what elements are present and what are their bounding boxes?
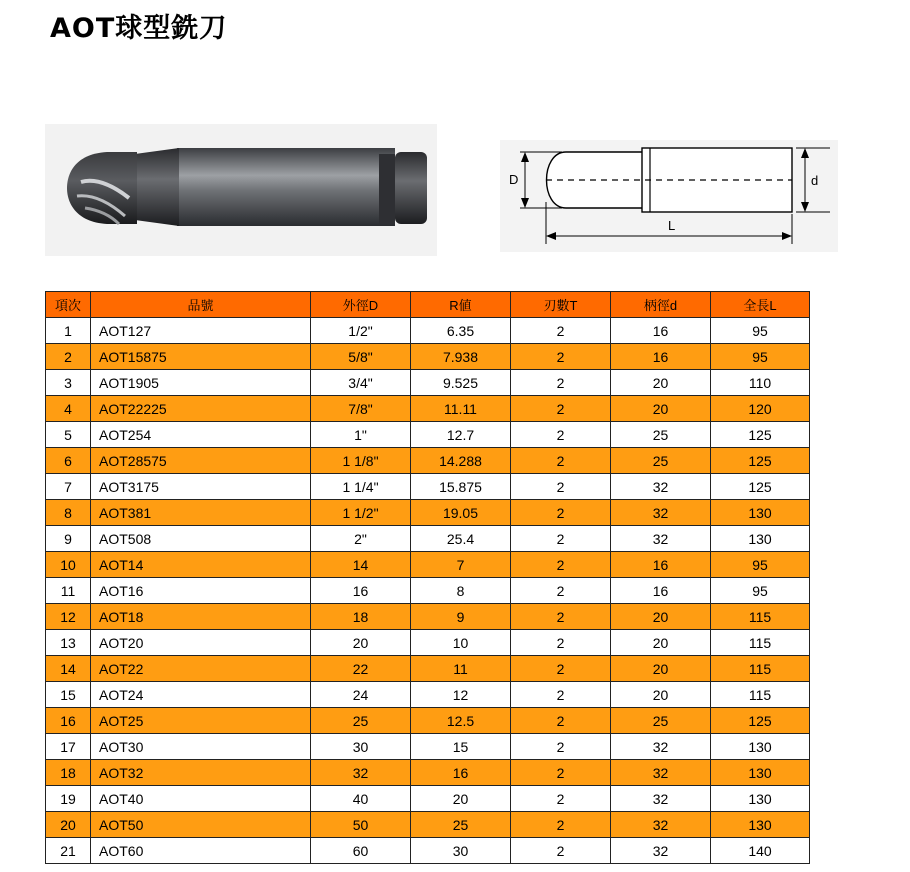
outer-diameter-cell: 5/8": [311, 344, 411, 370]
item-no-cell: 15: [46, 682, 91, 708]
outer-diameter-cell: 30: [311, 734, 411, 760]
part-no-cell: AOT20: [91, 630, 311, 656]
overall-length-cell: 125: [711, 708, 810, 734]
part-no-cell: AOT28575: [91, 448, 311, 474]
radius-cell: 11.11: [411, 396, 511, 422]
table-row: [46, 344, 810, 370]
outer-diameter-cell: 25: [311, 708, 411, 734]
outer-diameter-cell: 16: [311, 578, 411, 604]
shank-diameter-cell: 25: [611, 448, 711, 474]
flutes-cell: 2: [511, 682, 611, 708]
overall-length-cell: 115: [711, 604, 810, 630]
overall-length-cell: 125: [711, 448, 810, 474]
product-photo: [45, 124, 437, 256]
outer-diameter-cell: 7/8": [311, 396, 411, 422]
item-no-cell: 4: [46, 396, 91, 422]
table-row: [46, 318, 810, 344]
radius-cell: 30: [411, 838, 511, 864]
shank-diameter-cell: 32: [611, 812, 711, 838]
radius-cell: 10: [411, 630, 511, 656]
overall-length-cell: 115: [711, 682, 810, 708]
table-header-col-flutes: 刃數T: [511, 292, 611, 318]
dimension-diagram: [500, 140, 838, 252]
outer-diameter-cell: 18: [311, 604, 411, 630]
shank-diameter-cell: 16: [611, 552, 711, 578]
shank-diameter-cell: 20: [611, 370, 711, 396]
overall-length-cell: 130: [711, 526, 810, 552]
flutes-cell: 2: [511, 630, 611, 656]
item-no-cell: 19: [46, 786, 91, 812]
part-no-cell: AOT14: [91, 552, 311, 578]
flutes-cell: 2: [511, 552, 611, 578]
overall-length-cell: 110: [711, 370, 810, 396]
item-no-cell: 8: [46, 500, 91, 526]
part-no-cell: AOT508: [91, 526, 311, 552]
table-row: [46, 578, 810, 604]
outer-diameter-cell: 50: [311, 812, 411, 838]
radius-cell: 15: [411, 734, 511, 760]
radius-cell: 7.938: [411, 344, 511, 370]
item-no-cell: 9: [46, 526, 91, 552]
overall-length-cell: 95: [711, 344, 810, 370]
flutes-cell: 2: [511, 604, 611, 630]
shank-diameter-cell: 20: [611, 630, 711, 656]
overall-length-cell: 130: [711, 760, 810, 786]
flutes-cell: 2: [511, 578, 611, 604]
flutes-cell: 2: [511, 734, 611, 760]
overall-length-cell: 120: [711, 396, 810, 422]
flutes-cell: 2: [511, 708, 611, 734]
outer-diameter-cell: 60: [311, 838, 411, 864]
flutes-cell: 2: [511, 526, 611, 552]
outer-diameter-cell: 1 1/4": [311, 474, 411, 500]
radius-cell: 14.288: [411, 448, 511, 474]
flutes-cell: 2: [511, 786, 611, 812]
radius-cell: 8: [411, 578, 511, 604]
item-no-cell: 16: [46, 708, 91, 734]
overall-length-cell: 95: [711, 318, 810, 344]
part-no-cell: AOT22225: [91, 396, 311, 422]
shank-diameter-cell: 32: [611, 474, 711, 500]
flutes-cell: 2: [511, 344, 611, 370]
table-row: [46, 682, 810, 708]
part-no-cell: AOT60: [91, 838, 311, 864]
part-no-cell: AOT30: [91, 734, 311, 760]
flutes-cell: 2: [511, 422, 611, 448]
flutes-cell: 2: [511, 760, 611, 786]
diagram-label-L: L: [668, 218, 676, 233]
table-header-col-shank-diameter: 柄徑d: [611, 292, 711, 318]
table-row: [46, 526, 810, 552]
radius-cell: 6.35: [411, 318, 511, 344]
part-no-cell: AOT22: [91, 656, 311, 682]
part-no-cell: AOT1905: [91, 370, 311, 396]
flutes-cell: 2: [511, 838, 611, 864]
table-row: [46, 474, 810, 500]
overall-length-cell: 130: [711, 812, 810, 838]
table-row: [46, 812, 810, 838]
table-row: [46, 760, 810, 786]
outer-diameter-cell: 1 1/2": [311, 500, 411, 526]
shank-diameter-cell: 32: [611, 500, 711, 526]
item-no-cell: 12: [46, 604, 91, 630]
radius-cell: 20: [411, 786, 511, 812]
part-no-cell: AOT24: [91, 682, 311, 708]
radius-cell: 16: [411, 760, 511, 786]
item-no-cell: 5: [46, 422, 91, 448]
table-row: [46, 552, 810, 578]
overall-length-cell: 115: [711, 630, 810, 656]
radius-cell: 7: [411, 552, 511, 578]
table-row: [46, 708, 810, 734]
item-no-cell: 1: [46, 318, 91, 344]
overall-length-cell: 125: [711, 474, 810, 500]
shank-diameter-cell: 20: [611, 604, 711, 630]
shank-diameter-cell: 32: [611, 734, 711, 760]
table-row: [46, 370, 810, 396]
diagram-label-d: d: [811, 173, 819, 188]
overall-length-cell: 115: [711, 656, 810, 682]
outer-diameter-cell: 1": [311, 422, 411, 448]
overall-length-cell: 130: [711, 734, 810, 760]
shank-diameter-cell: 32: [611, 760, 711, 786]
outer-diameter-cell: 20: [311, 630, 411, 656]
diagram-label-D: D: [509, 172, 519, 187]
radius-cell: 9: [411, 604, 511, 630]
overall-length-cell: 140: [711, 838, 810, 864]
part-no-cell: AOT254: [91, 422, 311, 448]
flutes-cell: 2: [511, 656, 611, 682]
part-no-cell: AOT18: [91, 604, 311, 630]
radius-cell: 25.4: [411, 526, 511, 552]
table-header-col-radius: R値: [411, 292, 511, 318]
radius-cell: 19.05: [411, 500, 511, 526]
radius-cell: 12.7: [411, 422, 511, 448]
outer-diameter-cell: 40: [311, 786, 411, 812]
shank-diameter-cell: 20: [611, 682, 711, 708]
radius-cell: 25: [411, 812, 511, 838]
item-no-cell: 7: [46, 474, 91, 500]
table-row: [46, 656, 810, 682]
overall-length-cell: 130: [711, 500, 810, 526]
outer-diameter-cell: 1/2": [311, 318, 411, 344]
table-header-col-part-no: 品號: [91, 292, 311, 318]
flutes-cell: 2: [511, 500, 611, 526]
shank-diameter-cell: 25: [611, 708, 711, 734]
table-row: [46, 786, 810, 812]
item-no-cell: 10: [46, 552, 91, 578]
table-row: [46, 734, 810, 760]
shank-diameter-cell: 32: [611, 838, 711, 864]
shank-diameter-cell: 16: [611, 318, 711, 344]
overall-length-cell: 95: [711, 578, 810, 604]
radius-cell: 12.5: [411, 708, 511, 734]
overall-length-cell: 125: [711, 422, 810, 448]
shank-diameter-cell: 25: [611, 422, 711, 448]
radius-cell: 12: [411, 682, 511, 708]
flutes-cell: 2: [511, 396, 611, 422]
part-no-cell: AOT40: [91, 786, 311, 812]
table-row: [46, 604, 810, 630]
part-no-cell: AOT50: [91, 812, 311, 838]
item-no-cell: 17: [46, 734, 91, 760]
overall-length-cell: 95: [711, 552, 810, 578]
outer-diameter-cell: 1 1/8": [311, 448, 411, 474]
table-header-row: [46, 292, 810, 318]
table-row: [46, 630, 810, 656]
flutes-cell: 2: [511, 318, 611, 344]
table-header-col-overall-length: 全長L: [711, 292, 810, 318]
table-header-col-item-no: 項次: [46, 292, 91, 318]
radius-cell: 9.525: [411, 370, 511, 396]
outer-diameter-cell: 22: [311, 656, 411, 682]
item-no-cell: 11: [46, 578, 91, 604]
part-no-cell: AOT3175: [91, 474, 311, 500]
page-title: AOT球型銑刀: [50, 13, 228, 44]
part-no-cell: AOT381: [91, 500, 311, 526]
shank-diameter-cell: 32: [611, 526, 711, 552]
shank-diameter-cell: 16: [611, 578, 711, 604]
radius-cell: 11: [411, 656, 511, 682]
table-body: [46, 318, 810, 864]
outer-diameter-cell: 32: [311, 760, 411, 786]
part-no-cell: AOT32: [91, 760, 311, 786]
flutes-cell: 2: [511, 370, 611, 396]
part-no-cell: AOT25: [91, 708, 311, 734]
radius-cell: 15.875: [411, 474, 511, 500]
end-mill-photo-icon: [45, 124, 437, 256]
outer-diameter-cell: 3/4": [311, 370, 411, 396]
shank-diameter-cell: 32: [611, 786, 711, 812]
table-row: [46, 448, 810, 474]
item-no-cell: 13: [46, 630, 91, 656]
spec-table: [45, 291, 810, 864]
part-no-cell: AOT16: [91, 578, 311, 604]
flutes-cell: 2: [511, 448, 611, 474]
flutes-cell: 2: [511, 812, 611, 838]
outer-diameter-cell: 2": [311, 526, 411, 552]
part-no-cell: AOT15875: [91, 344, 311, 370]
item-no-cell: 14: [46, 656, 91, 682]
shank-diameter-cell: 16: [611, 344, 711, 370]
item-no-cell: 3: [46, 370, 91, 396]
item-no-cell: 18: [46, 760, 91, 786]
overall-length-cell: 130: [711, 786, 810, 812]
outer-diameter-cell: 14: [311, 552, 411, 578]
shank-diameter-cell: 20: [611, 396, 711, 422]
item-no-cell: 20: [46, 812, 91, 838]
table-header-col-outer-diameter: 外徑D: [311, 292, 411, 318]
flutes-cell: 2: [511, 474, 611, 500]
table-row: [46, 396, 810, 422]
table-row: [46, 422, 810, 448]
item-no-cell: 21: [46, 838, 91, 864]
item-no-cell: 6: [46, 448, 91, 474]
shank-diameter-cell: 20: [611, 656, 711, 682]
part-no-cell: AOT127: [91, 318, 311, 344]
table-row: [46, 838, 810, 864]
item-no-cell: 2: [46, 344, 91, 370]
table-row: [46, 500, 810, 526]
outer-diameter-cell: 24: [311, 682, 411, 708]
